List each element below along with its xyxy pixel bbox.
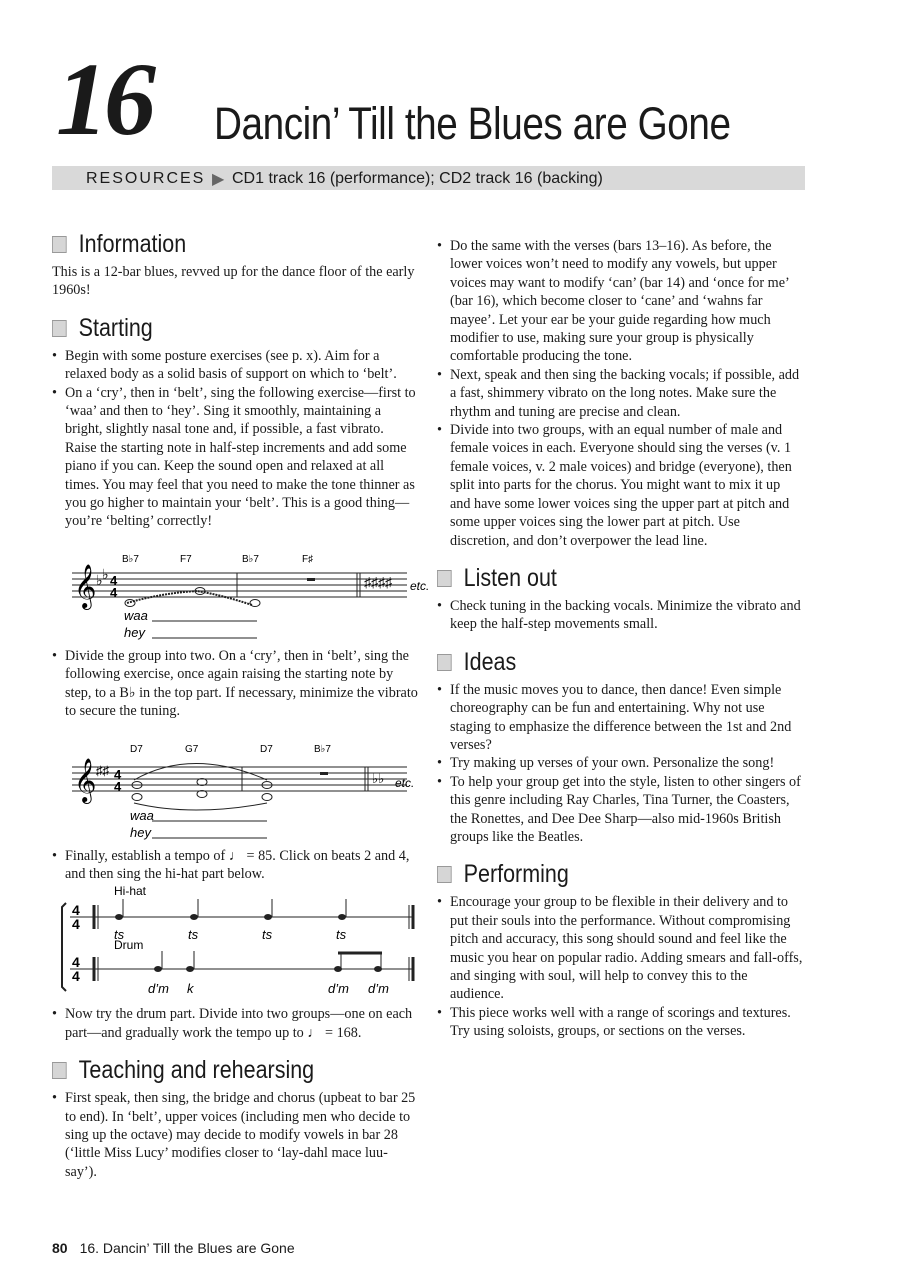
list-item: • To help your group get into the style, listen to other singers of this genre including Ray Charles, Tina Turner, the Coasters, the Ronettes, and Dee Dee Sharp—also mid-1960s British groups like the Beatles. xyxy=(437,773,803,847)
syllable: ts xyxy=(262,927,273,943)
list-item: • Check tuning in the backing vocals. Minimize the vibrato and keep the half-step movements small. xyxy=(437,597,803,634)
svg-text:4: 4 xyxy=(110,584,118,600)
chapter-number: 16 xyxy=(56,42,152,157)
svg-text:4: 4 xyxy=(72,902,80,919)
chord-label: B♭7 xyxy=(242,553,259,565)
etc-label: etc. xyxy=(410,578,430,593)
lyric-waa: waa xyxy=(124,607,148,623)
chord-label: F♯ xyxy=(302,553,314,565)
chord-label: D7 xyxy=(130,743,143,755)
right-column xyxy=(437,237,803,1051)
syllable: ts xyxy=(336,927,347,943)
svg-text:♭: ♭ xyxy=(102,565,109,582)
resources-bar xyxy=(52,166,805,190)
resources-text: CD1 track 16 (performance); CD2 track 16 (backing) xyxy=(232,170,603,187)
square-icon xyxy=(437,654,452,671)
syllable: d’m xyxy=(328,981,349,997)
page-footer xyxy=(52,1240,295,1256)
svg-text:4: 4 xyxy=(110,572,118,588)
syllable: ts xyxy=(188,927,199,943)
lyric-hey: hey xyxy=(130,824,151,840)
square-icon xyxy=(52,320,67,337)
svg-text:4: 4 xyxy=(114,766,122,782)
list-item: • On a ‘cry’, then in ‘belt’, sing the following exercise—first to ‘waa’ and then to ‘hey’. Sing it smoothly, maintaining a bright, slightly nasal tone and, if possible, a fast vibrato. Raise the starting note in half-step increments and add some piano if you can. Keep the sound open and relaxed at all times. You may feel that you need to make the tone thinner as you go higher to maintain your ‘belt’. This is a good thing—you’re ‘belting’ correctly! xyxy=(52,384,418,531)
svg-text:4: 4 xyxy=(114,778,122,794)
list-item: • Try making up verses of your own. Personalize the song! xyxy=(437,754,803,772)
svg-text:♭♭: ♭♭ xyxy=(372,770,385,786)
heading-information: Information xyxy=(52,230,367,259)
list-item: • Divide the group into two. On a ‘cry’, then in ‘belt’, sing the following exercise, once again raising the starting note by step, to a B♭ in the top part. If necessary, minimize the vibrato to secure the tuning. xyxy=(52,647,418,721)
page-number: 80 xyxy=(52,1240,68,1256)
svg-text:4: 4 xyxy=(72,968,80,985)
chord-label: D7 xyxy=(260,743,273,755)
heading-teaching: Teaching and rehearsing xyxy=(52,1056,367,1085)
list-item: • Next, speak and then sing the backing vocals; if possible, add a fast, shimmery vibrato on the long notes. Make sure the rhythm and tuning are precise and clean. xyxy=(437,366,803,421)
list-item: • First speak, then sing, the bridge and chorus (upbeat to bar 25 to end). In ‘belt’, upper voices (including men who decide to sing up the octave) may decide to modify vowels in bar 28 (‘little Miss Lucy’ modifies closer to ‘lay-dahl mace luu-say’). xyxy=(52,1089,418,1181)
syllable: k xyxy=(187,981,194,997)
svg-text:♯♯: ♯♯ xyxy=(96,762,109,778)
list-item: • Now try the drum part. Divide into two groups—one on each part—and gradually work the tempo up to ♩ = 168. xyxy=(52,1005,418,1042)
syllable: d’m xyxy=(368,981,389,997)
chord-label: F7 xyxy=(180,553,192,565)
list-item: • Do the same with the verses (bars 13–16). As before, the lower voices won’t need to modify any vowels, but upper voices may want to modify ‘can’ (bar 14) and ‘once for me’ (bar 16), which become closer to ‘cane’ and ‘wahns far mayee’. Let your ear be your guide regarding how much modifier to use, making sure your group is physically comfortable producing the tone. xyxy=(437,237,803,366)
square-icon xyxy=(437,866,452,883)
heading-listen-out: Listen out xyxy=(437,564,752,593)
svg-text:𝄞: 𝄞 xyxy=(74,759,97,802)
footer-text: 16. Dancin’ Till the Blues are Gone xyxy=(79,1240,295,1256)
svg-text:♭: ♭ xyxy=(96,571,103,588)
square-icon xyxy=(52,236,67,253)
music-exercise-3 xyxy=(52,884,418,999)
hihat-label: Hi-hat xyxy=(114,884,147,899)
list-item: • Encourage your group to be flexible in their delivery and to put their souls into the performance. Without compromising pitch and accuracy, this song should sound and feel like the music you hear on popular radio. Adding smears and fall-offs, and singing with soul, will help to convey this to the audience. xyxy=(437,893,803,1003)
list-item: • This piece works well with a range of scorings and textures. Try using soloists, groups, or sections on the verses. xyxy=(437,1004,803,1041)
heading-starting: Starting xyxy=(52,314,367,343)
list-item: • If the music moves you to dance, then dance! Even simple choreography can be fun and entertaining. Why not use staging to emphasize the difference between the 1st and 2nd verses? xyxy=(437,681,803,755)
list-item: • Finally, establish a tempo of ♩ = 85. Click on beats 2 and 4, and then sing the hi-hat part below. xyxy=(52,847,418,884)
page-title: Dancin’ Till the Blues are Gone xyxy=(214,98,731,149)
square-icon xyxy=(52,1062,67,1079)
chord-label: B♭7 xyxy=(314,743,331,755)
svg-text:4: 4 xyxy=(72,954,80,971)
information-text: This is a 12-bar blues, revved up for the dance floor of the early 1960s! xyxy=(52,264,415,299)
syllable: d’m xyxy=(148,981,169,997)
drum-label: Drum xyxy=(114,938,144,953)
square-icon xyxy=(437,570,452,587)
svg-text:𝄞: 𝄞 xyxy=(74,565,97,608)
lyric-waa: waa xyxy=(130,807,154,823)
chord-label: G7 xyxy=(185,743,199,755)
list-item: • Begin with some posture exercises (see p. x). Aim for a relaxed body as a solid basis of support on which to ‘belt’. xyxy=(52,347,418,384)
list-item: • Divide into two groups, with an equal number of male and female voices in each. Everyone should sing the verses (v. 1 female voices, v. 2 male voices) and bridge (everyone), then split into parts for the chorus. You might want to mix it up and have some lower voices sing the upper part at pitch and some upper voices sing the lower part at pitch. Use discretion, and don’t overpower the lead line. xyxy=(437,421,803,550)
svg-text:♯♯♯♯: ♯♯♯♯ xyxy=(364,573,392,590)
music-exercise-2 xyxy=(52,725,418,841)
resources-label: RESOURCES xyxy=(86,170,206,187)
etc-label: etc. xyxy=(395,775,415,790)
heading-ideas: Ideas xyxy=(437,648,752,677)
syllable: ts xyxy=(114,927,125,943)
left-column xyxy=(52,230,430,1191)
svg-text:4: 4 xyxy=(72,916,80,933)
play-arrow-icon: ▶ xyxy=(212,171,225,188)
chord-label: B♭7 xyxy=(122,553,139,565)
music-exercise-1 xyxy=(52,535,430,641)
lyric-hey: hey xyxy=(124,624,145,640)
heading-performing: Performing xyxy=(437,860,752,889)
